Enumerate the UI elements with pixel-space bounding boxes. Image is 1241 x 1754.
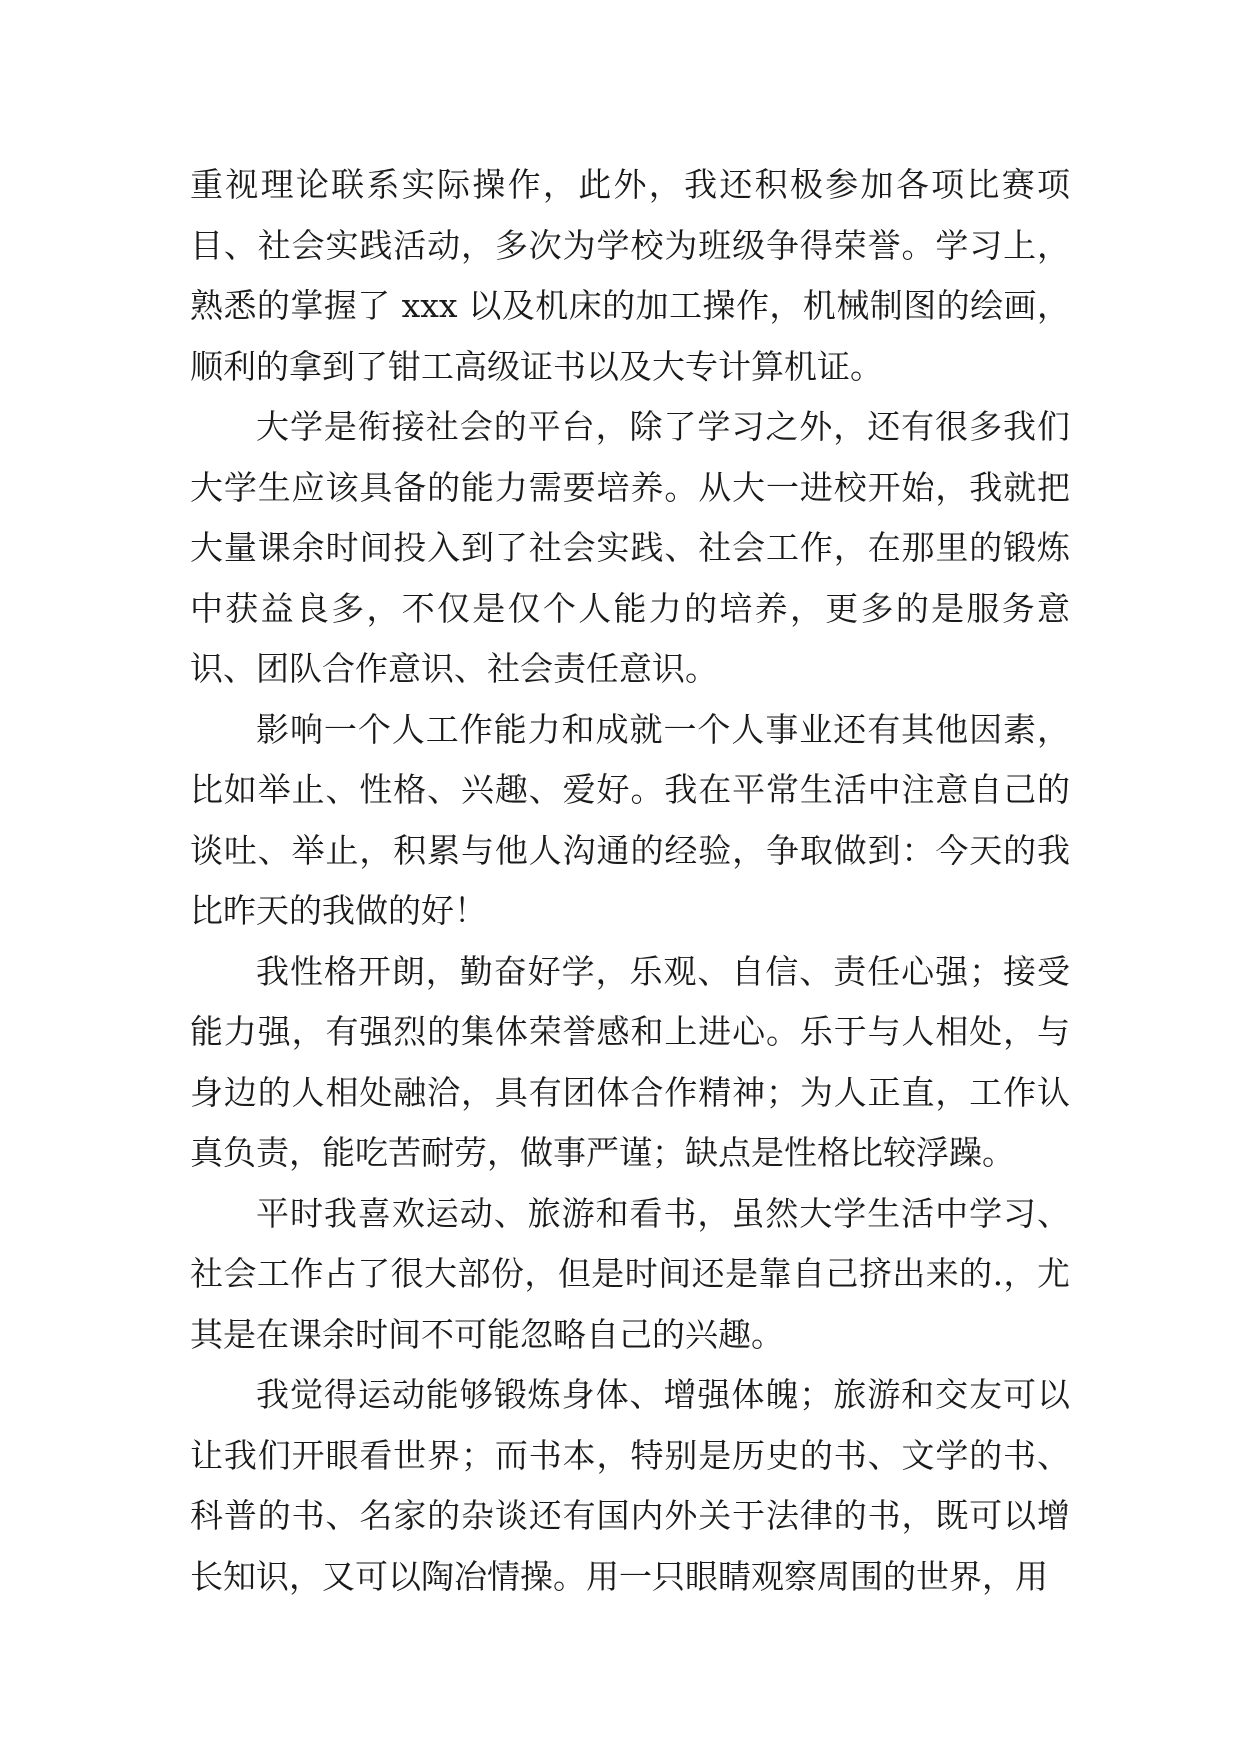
- paragraph-2: 大学是衔接社会的平台，除了学习之外，还有很多我们大学生应该具备的能力需要培养。从大一进校开始，我就把大量课余时间投入到了社会实践、社会工作，在那里的锻炼中获益良多，不仅是仅个人能力的培养，更多的是服务意识、团队合作意识、社会责任意识。: [190, 407, 1070, 688]
- paragraph-4: 我性格开朗，勤奋好学，乐观、自信、责任心强；接受能力强，有强烈的集体荣誉感和上进心。乐于与人相处，与身边的人相处融洽，具有团体合作精神；为人正直，工作认真负责，能吃苦耐劳，做事严谨；缺点是性格比较浮躁。: [190, 951, 1070, 1172]
- paragraph-6: 我觉得运动能够锻炼身体、增强体魄；旅游和交友可以让我们开眼看世界；而书本，特别是历史的书、文学的书、科普的书、名家的杂谈还有国内外关于法律的书，既可以增长知识，又可以陶冶情操。用一只眼睛观察周围的世界，用: [190, 1375, 1070, 1596]
- paragraph-3: 影响一个人工作能力和成就一个人事业还有其他因素，比如举止、性格、兴趣、爱好。我在平常生活中注意自己的谈吐、举止，积累与他人沟通的经验，争取做到：今天的我比昨天的我做的好！: [190, 709, 1070, 930]
- paragraph-1: 重视理论联系实际操作，此外，我还积极参加各项比赛项目、社会实践活动，多次为学校为班级争得荣誉。学习上，熟悉的掌握了 xxx 以及机床的加工操作，机械制图的绘画，顺利的拿到了钳工高级证书以及大专计算机证。: [190, 165, 1070, 386]
- document-body: [190, 155, 1070, 1607]
- paragraph-5: 平时我喜欢运动、旅游和看书，虽然大学生活中学习、社会工作占了很大部份，但是时间还是靠自己挤出来的.，尤其是在课余时间不可能忽略自己的兴趣。: [190, 1193, 1070, 1354]
